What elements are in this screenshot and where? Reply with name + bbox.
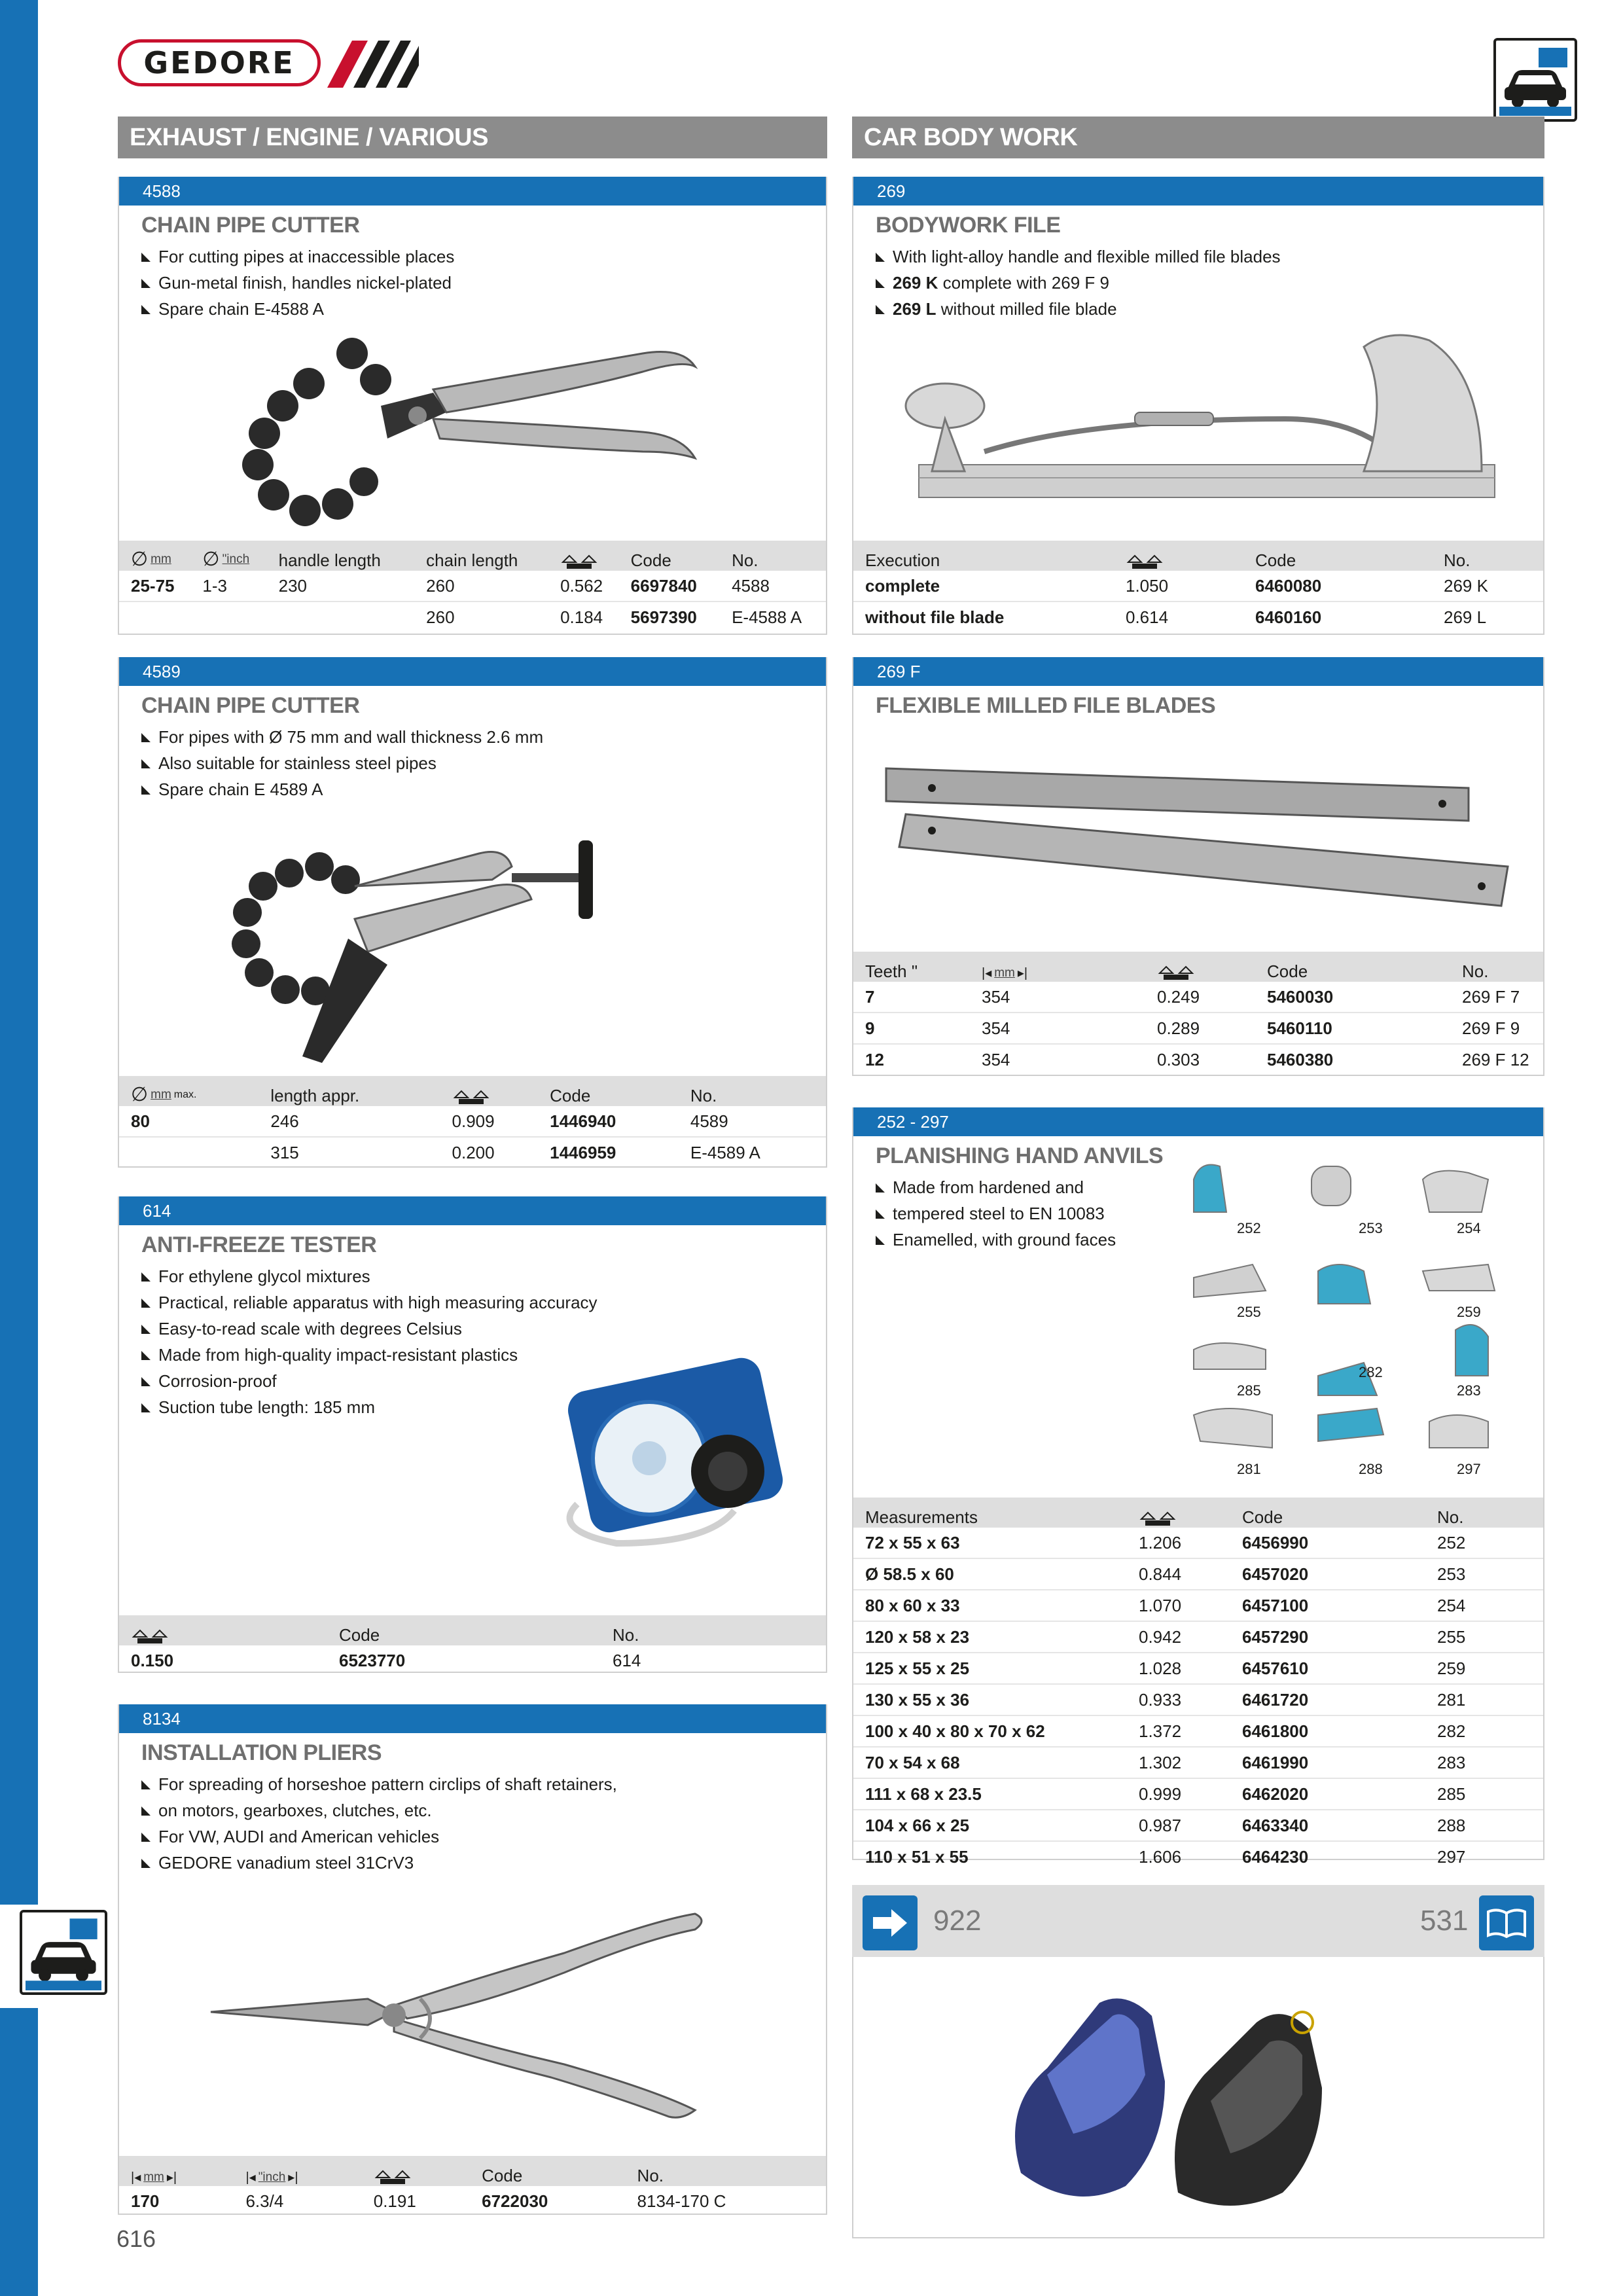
table-cell: 253 — [1425, 1558, 1543, 1590]
table-cell: 614 — [613, 1650, 641, 1670]
weight-scale-icon — [560, 553, 598, 570]
table-row — [853, 1528, 1543, 1558]
spec-table-4589 — [119, 1076, 826, 1168]
bullet-continuation: tempered steel to EN 10083 — [876, 1200, 1116, 1227]
table-cell: 8134-170 C — [637, 2191, 726, 2211]
table-cell: 5697390 — [630, 607, 697, 627]
table-cell: 4589 — [679, 1106, 826, 1137]
table-cell: 0.289 — [1145, 1013, 1255, 1044]
table-cell: 1.606 — [1139, 1846, 1182, 1867]
col-no: No. — [679, 1076, 826, 1106]
product-panel-4589 — [118, 657, 827, 1168]
table-cell: 1.050 — [1114, 571, 1243, 601]
table-cell: 6697840 — [619, 571, 720, 601]
anvil-caption: 283 — [1457, 1382, 1481, 1399]
anvil-caption: 285 — [1237, 1382, 1261, 1399]
table-cell: E-4589 A — [690, 1142, 760, 1162]
bullet: For cutting pipes at inaccessible places — [141, 243, 454, 270]
col-code: Code — [470, 2156, 625, 2186]
table-row — [119, 2186, 826, 2216]
table-cell: 6456990 — [1230, 1528, 1425, 1558]
bullet: Suction tube length: 185 mm — [141, 1394, 597, 1420]
col-execution: Execution — [853, 541, 1114, 571]
table-cell: 6457020 — [1230, 1558, 1425, 1590]
col-no: No. — [1425, 1498, 1543, 1528]
reference-page-link[interactable]: 922 — [933, 1905, 982, 1937]
anvil-caption: 297 — [1457, 1461, 1481, 1477]
table-row — [853, 1810, 1543, 1841]
table-row — [119, 1106, 826, 1137]
table-cell — [119, 1137, 259, 1168]
table-cell: 25-75 — [119, 571, 190, 601]
table-cell: 285 — [1425, 1778, 1543, 1810]
bullet: Spare chain E 4589 A — [141, 776, 543, 802]
spec-table-252-297 — [853, 1498, 1543, 1872]
table-cell: 269 K — [1432, 571, 1543, 601]
col-no: No. — [1432, 541, 1543, 571]
product-title: ANTI-FREEZE TESTER — [141, 1232, 377, 1257]
table-cell: 315 — [270, 1142, 299, 1162]
anvil-caption: 252 — [1237, 1220, 1261, 1236]
table-cell: 6464230 — [1242, 1846, 1309, 1867]
table-cell: 269 F 7 — [1450, 982, 1543, 1013]
product-number: 614 — [119, 1196, 826, 1225]
bullet-list — [876, 243, 1281, 322]
product-title: CHAIN PIPE CUTTER — [141, 213, 360, 238]
catalogue-page-link[interactable]: 531 — [1420, 1905, 1469, 1937]
table-row — [853, 1684, 1543, 1715]
side-car-icon — [20, 1910, 107, 1995]
weight-scale-icon — [1157, 964, 1195, 981]
product-title: CHAIN PIPE CUTTER — [141, 693, 360, 718]
table-cell: 4588 — [720, 571, 826, 601]
gedore-logo — [118, 39, 321, 86]
table-row — [119, 1645, 826, 1676]
bullet-continuation: on motors, gearboxes, clutches, etc. — [141, 1797, 617, 1823]
table-cell: 0.184 — [560, 607, 603, 627]
table-cell: 0.191 — [373, 2191, 416, 2211]
table-cell: 0.562 — [548, 571, 619, 601]
table-cell: 6457100 — [1230, 1590, 1425, 1621]
table-cell: 110 x 51 x 55 — [865, 1846, 969, 1867]
col-code: Code — [327, 1615, 601, 1645]
col-weight — [362, 2156, 470, 2186]
table-row — [853, 571, 1543, 601]
bodywork-file-image — [893, 321, 1521, 530]
table-row — [119, 601, 826, 632]
table-row — [853, 1044, 1543, 1075]
spec-table-269 — [853, 541, 1543, 632]
bullet: For VW, AUDI and American vehicles — [141, 1823, 617, 1850]
col-weight — [1145, 952, 1255, 982]
table-cell: complete — [853, 571, 1114, 601]
table-cell: 1446959 — [550, 1142, 616, 1162]
table-row — [853, 1778, 1543, 1810]
col-length: length appr. — [259, 1076, 440, 1106]
table-cell: 254 — [1425, 1590, 1543, 1621]
bullet: For pipes with Ø 75 mm and wall thickness 2.6 mm — [141, 724, 543, 750]
anvil-caption: 282 — [1359, 1364, 1383, 1380]
table-cell: 6460160 — [1255, 607, 1322, 627]
arrow-right-icon[interactable] — [863, 1895, 918, 1950]
table-cell: 120 x 58 x 23 — [853, 1621, 1127, 1653]
table-cell: 7 — [853, 982, 970, 1013]
table-cell: 1.028 — [1127, 1653, 1230, 1684]
col-dia-mm: ∅ mm — [119, 541, 190, 571]
anvil-caption: 281 — [1237, 1461, 1261, 1477]
table-cell: 0.303 — [1157, 1049, 1200, 1069]
page-number: 616 — [116, 2225, 156, 2252]
table-cell: 100 x 40 x 80 x 70 x 62 — [853, 1715, 1127, 1747]
table-cell: 259 — [1425, 1653, 1543, 1684]
table-cell: 1.372 — [1127, 1715, 1230, 1747]
work-gloves-image — [995, 1977, 1361, 2225]
table-cell: 6461990 — [1230, 1747, 1425, 1778]
table-cell: 288 — [1425, 1810, 1543, 1841]
table-cell: 80 x 60 x 33 — [853, 1590, 1127, 1621]
product-title: PLANISHING HAND ANVILS — [876, 1143, 1164, 1168]
table-cell — [119, 601, 190, 632]
anvil-caption: 254 — [1457, 1220, 1481, 1236]
product-number: 4589 — [119, 657, 826, 686]
product-panel-8134 — [118, 1704, 827, 2215]
product-number: 269 F — [853, 657, 1543, 686]
table-cell: 354 — [982, 1049, 1010, 1069]
table-cell: 6457290 — [1230, 1621, 1425, 1653]
spec-table-269f — [853, 952, 1543, 1075]
product-title: INSTALLATION PLIERS — [141, 1740, 382, 1765]
table-cell: 125 x 55 x 25 — [853, 1653, 1127, 1684]
table-row — [853, 1715, 1543, 1747]
table-cell: 281 — [1425, 1684, 1543, 1715]
anvil-caption: 253 — [1359, 1220, 1383, 1236]
col-no: No. — [1450, 952, 1543, 982]
spec-table-4588 — [119, 541, 826, 632]
logo-stripes-icon — [327, 41, 419, 88]
table-cell: E-4588 A — [732, 607, 802, 627]
table-cell: 9 — [853, 1013, 970, 1044]
table-cell: 6460080 — [1243, 571, 1432, 601]
table-cell: 0.614 — [1126, 607, 1169, 627]
col-mm: |◂ mm ▸| — [119, 2156, 234, 2186]
bullet: Corrosion-proof — [141, 1368, 597, 1394]
table-cell: 246 — [259, 1106, 440, 1137]
table-cell: 5460030 — [1255, 982, 1450, 1013]
left-color-tab-lower — [0, 2008, 38, 2296]
table-row — [853, 1747, 1543, 1778]
table-cell: 260 — [426, 607, 455, 627]
col-code: Code — [538, 1076, 679, 1106]
table-cell: 1446940 — [538, 1106, 679, 1137]
table-cell: 354 — [970, 982, 1145, 1013]
product-number: 4588 — [119, 177, 826, 206]
bullet: Made from high-quality impact-resistant plastics — [141, 1342, 597, 1368]
table-cell: 6722030 — [482, 2191, 548, 2211]
bullet: Gun-metal finish, handles nickel-plated — [141, 270, 454, 296]
table-row — [119, 571, 826, 601]
col-inch: |◂ "inch ▸| — [234, 2156, 361, 2186]
table-cell: 1.302 — [1127, 1747, 1230, 1778]
locking-chain-cutter-image — [217, 827, 675, 1076]
bullet: For spreading of horseshoe pattern circlips of shaft retainers, — [141, 1771, 617, 1797]
table-cell: 12 — [865, 1049, 884, 1069]
table-cell: 260 — [414, 571, 548, 601]
col-handle-length: handle length — [267, 541, 415, 571]
col-no: No. — [626, 2156, 826, 2186]
table-cell: 111 x 68 x 23.5 — [853, 1778, 1127, 1810]
table-cell: 354 — [970, 1013, 1145, 1044]
table-cell: 6461720 — [1230, 1684, 1425, 1715]
weight-scale-icon — [1126, 553, 1164, 570]
col-code: Code — [1243, 541, 1432, 571]
bullet: For ethylene glycol mixtures — [141, 1263, 597, 1289]
table-cell: 297 — [1437, 1846, 1466, 1867]
logo-wordmark: GEDORE — [143, 45, 295, 81]
col-mm: |◂ mm ▸| — [970, 952, 1145, 982]
car-category-icon — [1493, 38, 1577, 122]
col-weight — [440, 1076, 539, 1106]
col-teeth: Teeth " — [853, 952, 970, 982]
table-cell: 282 — [1425, 1715, 1543, 1747]
weight-scale-icon — [374, 2168, 412, 2185]
table-cell: 0.844 — [1127, 1558, 1230, 1590]
col-no: No. — [601, 1615, 826, 1645]
milled-file-blades-image — [880, 755, 1521, 925]
table-cell — [190, 601, 266, 632]
bullet: Made from hardened and — [876, 1174, 1116, 1200]
table-cell: 0.942 — [1127, 1621, 1230, 1653]
bullet: With light-alloy handle and flexible milled file blades — [876, 243, 1281, 270]
table-cell: 269 F 9 — [1450, 1013, 1543, 1044]
anvil-caption: 288 — [1359, 1461, 1383, 1477]
col-measurements: Measurements — [853, 1498, 1127, 1528]
table-cell: 170 — [131, 2191, 160, 2211]
table-cell: 6463340 — [1230, 1810, 1425, 1841]
table-cell: 255 — [1425, 1621, 1543, 1653]
table-cell: 6461800 — [1230, 1715, 1425, 1747]
product-panel-252-297 — [852, 1107, 1544, 1867]
table-row — [853, 1558, 1543, 1590]
col-weight — [119, 1615, 327, 1645]
bullet: Also suitable for stainless steel pipes — [141, 750, 543, 776]
spec-table-614 — [119, 1615, 826, 1676]
spec-table-8134 — [119, 2156, 826, 2216]
table-row — [853, 1653, 1543, 1684]
table-cell: 1.206 — [1127, 1528, 1230, 1558]
col-weight — [1114, 541, 1243, 571]
bullet: Easy-to-read scale with degrees Celsius — [141, 1316, 597, 1342]
installation-pliers-image — [198, 1901, 774, 2123]
chain-pipe-cutter-image — [224, 327, 721, 537]
product-panel-614 — [118, 1196, 827, 1673]
table-cell: 269 L — [1444, 607, 1487, 627]
table-cell: 6523770 — [339, 1650, 406, 1670]
col-no: No. — [720, 541, 826, 571]
table-cell: 1.070 — [1127, 1590, 1230, 1621]
table-cell: 1-3 — [190, 571, 266, 601]
table-cell: Ø 58.5 x 60 — [853, 1558, 1127, 1590]
product-panel-4588 — [118, 177, 827, 635]
table-row — [853, 982, 1543, 1013]
section-header-car-body-work: CAR BODY WORK — [852, 117, 1544, 158]
col-weight — [548, 541, 619, 571]
table-cell: 80 — [119, 1106, 259, 1137]
table-cell: 0.200 — [452, 1142, 495, 1162]
col-chain-length: chain length — [414, 541, 548, 571]
bullet-list — [141, 724, 543, 802]
col-code: Code — [619, 541, 720, 571]
bullet-list — [141, 243, 454, 322]
bullet-list — [876, 1174, 1116, 1253]
table-cell: 70 x 54 x 68 — [853, 1747, 1127, 1778]
table-row — [853, 1841, 1543, 1872]
col-code: Code — [1255, 952, 1450, 982]
product-number: 269 — [853, 177, 1543, 206]
table-cell: 269 F 12 — [1462, 1049, 1529, 1069]
weight-scale-icon — [131, 1628, 169, 1645]
table-cell: 0.999 — [1127, 1778, 1230, 1810]
anvil-thumbnails-image — [1181, 1160, 1521, 1487]
col-code: Code — [1230, 1498, 1425, 1528]
table-cell: 0.909 — [440, 1106, 539, 1137]
bullet-list — [141, 1771, 617, 1876]
table-cell: 6462020 — [1230, 1778, 1425, 1810]
table-cell: 0.249 — [1145, 982, 1255, 1013]
product-title: BODYWORK FILE — [876, 213, 1061, 238]
col-dia-mm: ∅ mm max. — [119, 1076, 259, 1106]
anti-freeze-tester-image — [538, 1347, 813, 1556]
table-cell: 5460110 — [1255, 1013, 1450, 1044]
product-number: 8134 — [119, 1704, 826, 1733]
table-cell: 6.3/4 — [245, 2191, 284, 2211]
table-cell: 5460380 — [1267, 1049, 1334, 1069]
table-row — [853, 1590, 1543, 1621]
product-panel-269 — [852, 177, 1544, 635]
bullet: Practical, reliable apparatus with high measuring accuracy — [141, 1289, 597, 1316]
bullet: 269 K complete with 269 F 9 — [876, 270, 1281, 296]
book-icon[interactable] — [1479, 1895, 1534, 1950]
table-row — [119, 1137, 826, 1168]
weight-scale-icon — [1139, 1510, 1177, 1527]
section-header-exhaust: EXHAUST / ENGINE / VARIOUS — [118, 117, 827, 158]
product-panel-269f — [852, 657, 1544, 1076]
table-cell: 0.987 — [1127, 1810, 1230, 1841]
col-dia-inch: ∅ "inch — [190, 541, 266, 571]
bullet: GEDORE vanadium steel 31CrV3 — [141, 1850, 617, 1876]
table-cell: 130 x 55 x 36 — [853, 1684, 1127, 1715]
weight-scale-icon — [452, 1088, 490, 1105]
table-cell: 0.150 — [131, 1650, 174, 1670]
car-icon — [1499, 44, 1571, 116]
table-cell: 252 — [1425, 1528, 1543, 1558]
table-row — [853, 1013, 1543, 1044]
table-row — [853, 601, 1543, 632]
bullet: 269 L without milled file blade — [876, 296, 1281, 322]
left-color-tab — [0, 0, 38, 1905]
table-row — [853, 1621, 1543, 1653]
table-cell: without file blade — [865, 607, 1005, 627]
table-cell: 283 — [1425, 1747, 1543, 1778]
bullet-list — [141, 1263, 597, 1420]
table-cell: 230 — [267, 571, 415, 601]
bullet: Spare chain E-4588 A — [141, 296, 454, 322]
table-cell: 72 x 55 x 63 — [853, 1528, 1127, 1558]
table-cell: 0.933 — [1127, 1684, 1230, 1715]
table-cell — [267, 601, 415, 632]
product-title: FLEXIBLE MILLED FILE BLADES — [876, 693, 1216, 718]
col-weight — [1127, 1498, 1230, 1528]
table-cell: 104 x 66 x 25 — [853, 1810, 1127, 1841]
bullet: Enamelled, with ground faces — [876, 1227, 1116, 1253]
product-number: 252 - 297 — [853, 1107, 1543, 1136]
anvil-caption: 259 — [1457, 1304, 1481, 1320]
table-cell: 6457610 — [1230, 1653, 1425, 1684]
anvil-caption: 255 — [1237, 1304, 1261, 1320]
